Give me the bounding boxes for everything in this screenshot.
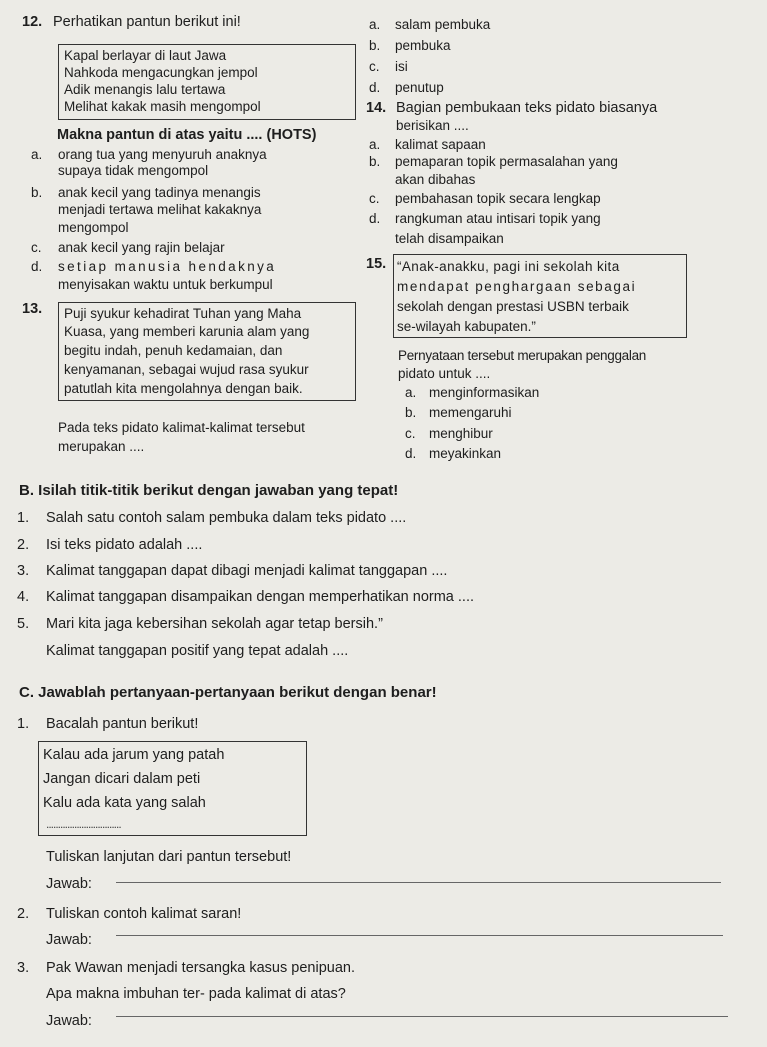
c-q2-answer-line[interactable] [116, 935, 723, 936]
q14-option-b-letter: b. [369, 154, 381, 169]
q15-number: 15. [366, 256, 387, 272]
q12-option-b-line: menjadi tertawa melihat kakaknya [58, 202, 262, 217]
q15-question-line: Pernyataan tersebut merupakan penggalan [398, 348, 646, 363]
b-item-number: 3. [17, 563, 30, 579]
q12-pantun-line: Melihat kakak masih mengompol [64, 99, 261, 114]
top-option-a-letter: a. [369, 17, 381, 32]
q12-option-c-letter: c. [31, 240, 42, 255]
q14-option-a-letter: a. [369, 137, 381, 152]
q15-option-a-letter: a. [405, 385, 417, 400]
q14-option-b-line: akan dibahas [395, 172, 476, 187]
c-q1-pantun-line: Jangan dicari dalam peti [43, 771, 201, 787]
q15-quote-line: “Anak-anakku, pagi ini sekolah kita [397, 259, 620, 274]
q12-question: Makna pantun di atas yaitu .... (HOTS) [57, 127, 317, 143]
q13-quote-line: Kuasa, yang memberi karunia alam yang [64, 324, 310, 339]
q12-number: 12. [22, 14, 43, 30]
q12-prompt: Perhatikan pantun berikut ini! [53, 14, 241, 30]
section-b-heading: B. Isilah titik-titik berikut dengan jawaban yang tepat! [19, 482, 399, 499]
q14-option-c-letter: c. [369, 191, 380, 206]
q12-pantun-line: Kapal berlayar di laut Jawa [64, 48, 227, 63]
q12-pantun-line: Nahkoda mengacungkan jempol [64, 65, 258, 80]
c-q2-answer-label: Jawab: [46, 932, 92, 948]
c-q2-text: Tuliskan contoh kalimat saran! [46, 906, 242, 922]
top-option-d-text: penutup [395, 80, 444, 95]
c-q1-instruction: Tuliskan lanjutan dari pantun tersebut! [46, 849, 292, 865]
q12-option-b-letter: b. [31, 185, 43, 200]
q12-option-c-line: anak kecil yang rajin belajar [58, 240, 225, 255]
b-item-text: Kalimat tanggapan disampaikan dengan memperhatikan norma .... [46, 589, 475, 605]
b-item-text: Mari kita jaga kebersihan sekolah agar tetap bersih.” [46, 616, 383, 632]
q15-quote-line: mendapat penghargaan sebagai [397, 279, 637, 294]
q15-option-b-letter: b. [405, 405, 417, 420]
q14-option-d-letter: d. [369, 211, 381, 226]
c-q1-number: 1. [17, 716, 30, 732]
c-q3-text: Pak Wawan menjadi tersangka kasus penipuan. [46, 960, 355, 976]
c-q1-answer-label: Jawab: [46, 876, 92, 892]
top-option-a-text: salam pembuka [395, 17, 491, 32]
c-q1-prompt: Bacalah pantun berikut! [46, 716, 199, 732]
q14-question-line: Bagian pembukaan teks pidato biasanya [396, 100, 658, 116]
c-q2-number: 2. [17, 906, 30, 922]
q12-option-a-line: orang tua yang menyuruh anaknya [58, 147, 267, 162]
c-q1-pantun-line: Kalu ada kata yang salah [43, 795, 206, 811]
q14-option-d-line: telah disampaikan [395, 231, 504, 246]
q14-option-b-line: pemaparan topik permasalahan yang [395, 154, 618, 169]
section-c-heading: C. Jawablah pertanyaan-pertanyaan berikut dengan benar! [19, 684, 437, 701]
q13-quote-line: Puji syukur kehadirat Tuhan yang Maha [64, 306, 302, 321]
q12-option-a-letter: a. [31, 147, 43, 162]
q14-option-d-line: rangkuman atau intisari topik yang [395, 211, 601, 226]
b-item-text: Isi teks pidato adalah .... [46, 537, 203, 553]
q15-option-d-text: meyakinkan [429, 446, 502, 461]
q14-number: 14. [366, 100, 387, 116]
b-item-number: 4. [17, 589, 30, 605]
q12-option-d-line: menyisakan waktu untuk berkumpul [58, 277, 273, 292]
c-q3-answer-line[interactable] [116, 1016, 728, 1017]
q12-option-d-line: setiap manusia hendaknya [58, 259, 277, 274]
b-item-number: 2. [17, 537, 30, 553]
q12-option-b-line: anak kecil yang tadinya menangis [58, 185, 261, 200]
q14-option-a-line: kalimat sapaan [395, 137, 486, 152]
top-option-c-letter: c. [369, 59, 380, 74]
c-q1-answer-line[interactable] [116, 882, 721, 883]
q12-pantun-line: Adik menangis lalu tertawa [64, 82, 226, 97]
c-q3-number: 3. [17, 960, 30, 976]
q12-option-d-letter: d. [31, 259, 43, 274]
q15-quote-line: se-wilayah kabupaten.” [397, 319, 536, 334]
q15-quote-line: sekolah dengan prestasi USBN terbaik [397, 299, 629, 314]
c-q3-answer-label: Jawab: [46, 1013, 92, 1029]
q13-question-line: merupakan .... [58, 439, 145, 454]
q15-question-line: pidato untuk .... [398, 366, 491, 381]
b-item5-followup: Kalimat tanggapan positif yang tepat adalah .... [46, 643, 349, 659]
top-option-b-text: pembuka [395, 38, 451, 53]
c-q1-pantun-line: Kalau ada jarum yang patah [43, 747, 225, 763]
q15-option-c-letter: c. [405, 426, 416, 441]
q15-option-d-letter: d. [405, 446, 417, 461]
q13-quote-line: patutlah kita mengolahnya dengan baik. [64, 381, 303, 396]
top-option-c-text: isi [395, 59, 408, 74]
q12-option-a-line: supaya tidak mengompol [58, 163, 209, 178]
q13-quote-line: begitu indah, penuh kedamaian, dan [64, 343, 283, 358]
q15-option-b-text: memengaruhi [429, 405, 512, 420]
q12-option-b-line: mengompol [58, 220, 129, 235]
b-item-text: Salah satu contoh salam pembuka dalam teks pidato .... [46, 510, 407, 526]
b-item-number: 5. [17, 616, 30, 632]
c-q3-question: Apa makna imbuhan ter- pada kalimat di atas? [46, 986, 346, 1002]
q13-quote-line: kenyamanan, sebagai wujud rasa syukur [64, 362, 309, 377]
b-item-text: Kalimat tanggapan dapat dibagi menjadi kalimat tanggapan .... [46, 563, 448, 579]
c-q1-pantun-blank: ................................ [46, 817, 121, 831]
b-item-number: 1. [17, 510, 30, 526]
q13-number: 13. [22, 301, 43, 317]
top-option-d-letter: d. [369, 80, 381, 95]
q14-option-c-line: pembahasan topik secara lengkap [395, 191, 601, 206]
q15-option-a-text: menginformasikan [429, 385, 540, 400]
q14-question-line: berisikan .... [396, 118, 469, 133]
q13-question-line: Pada teks pidato kalimat-kalimat tersebut [58, 420, 305, 435]
top-option-b-letter: b. [369, 38, 381, 53]
q15-option-c-text: menghibur [429, 426, 493, 441]
